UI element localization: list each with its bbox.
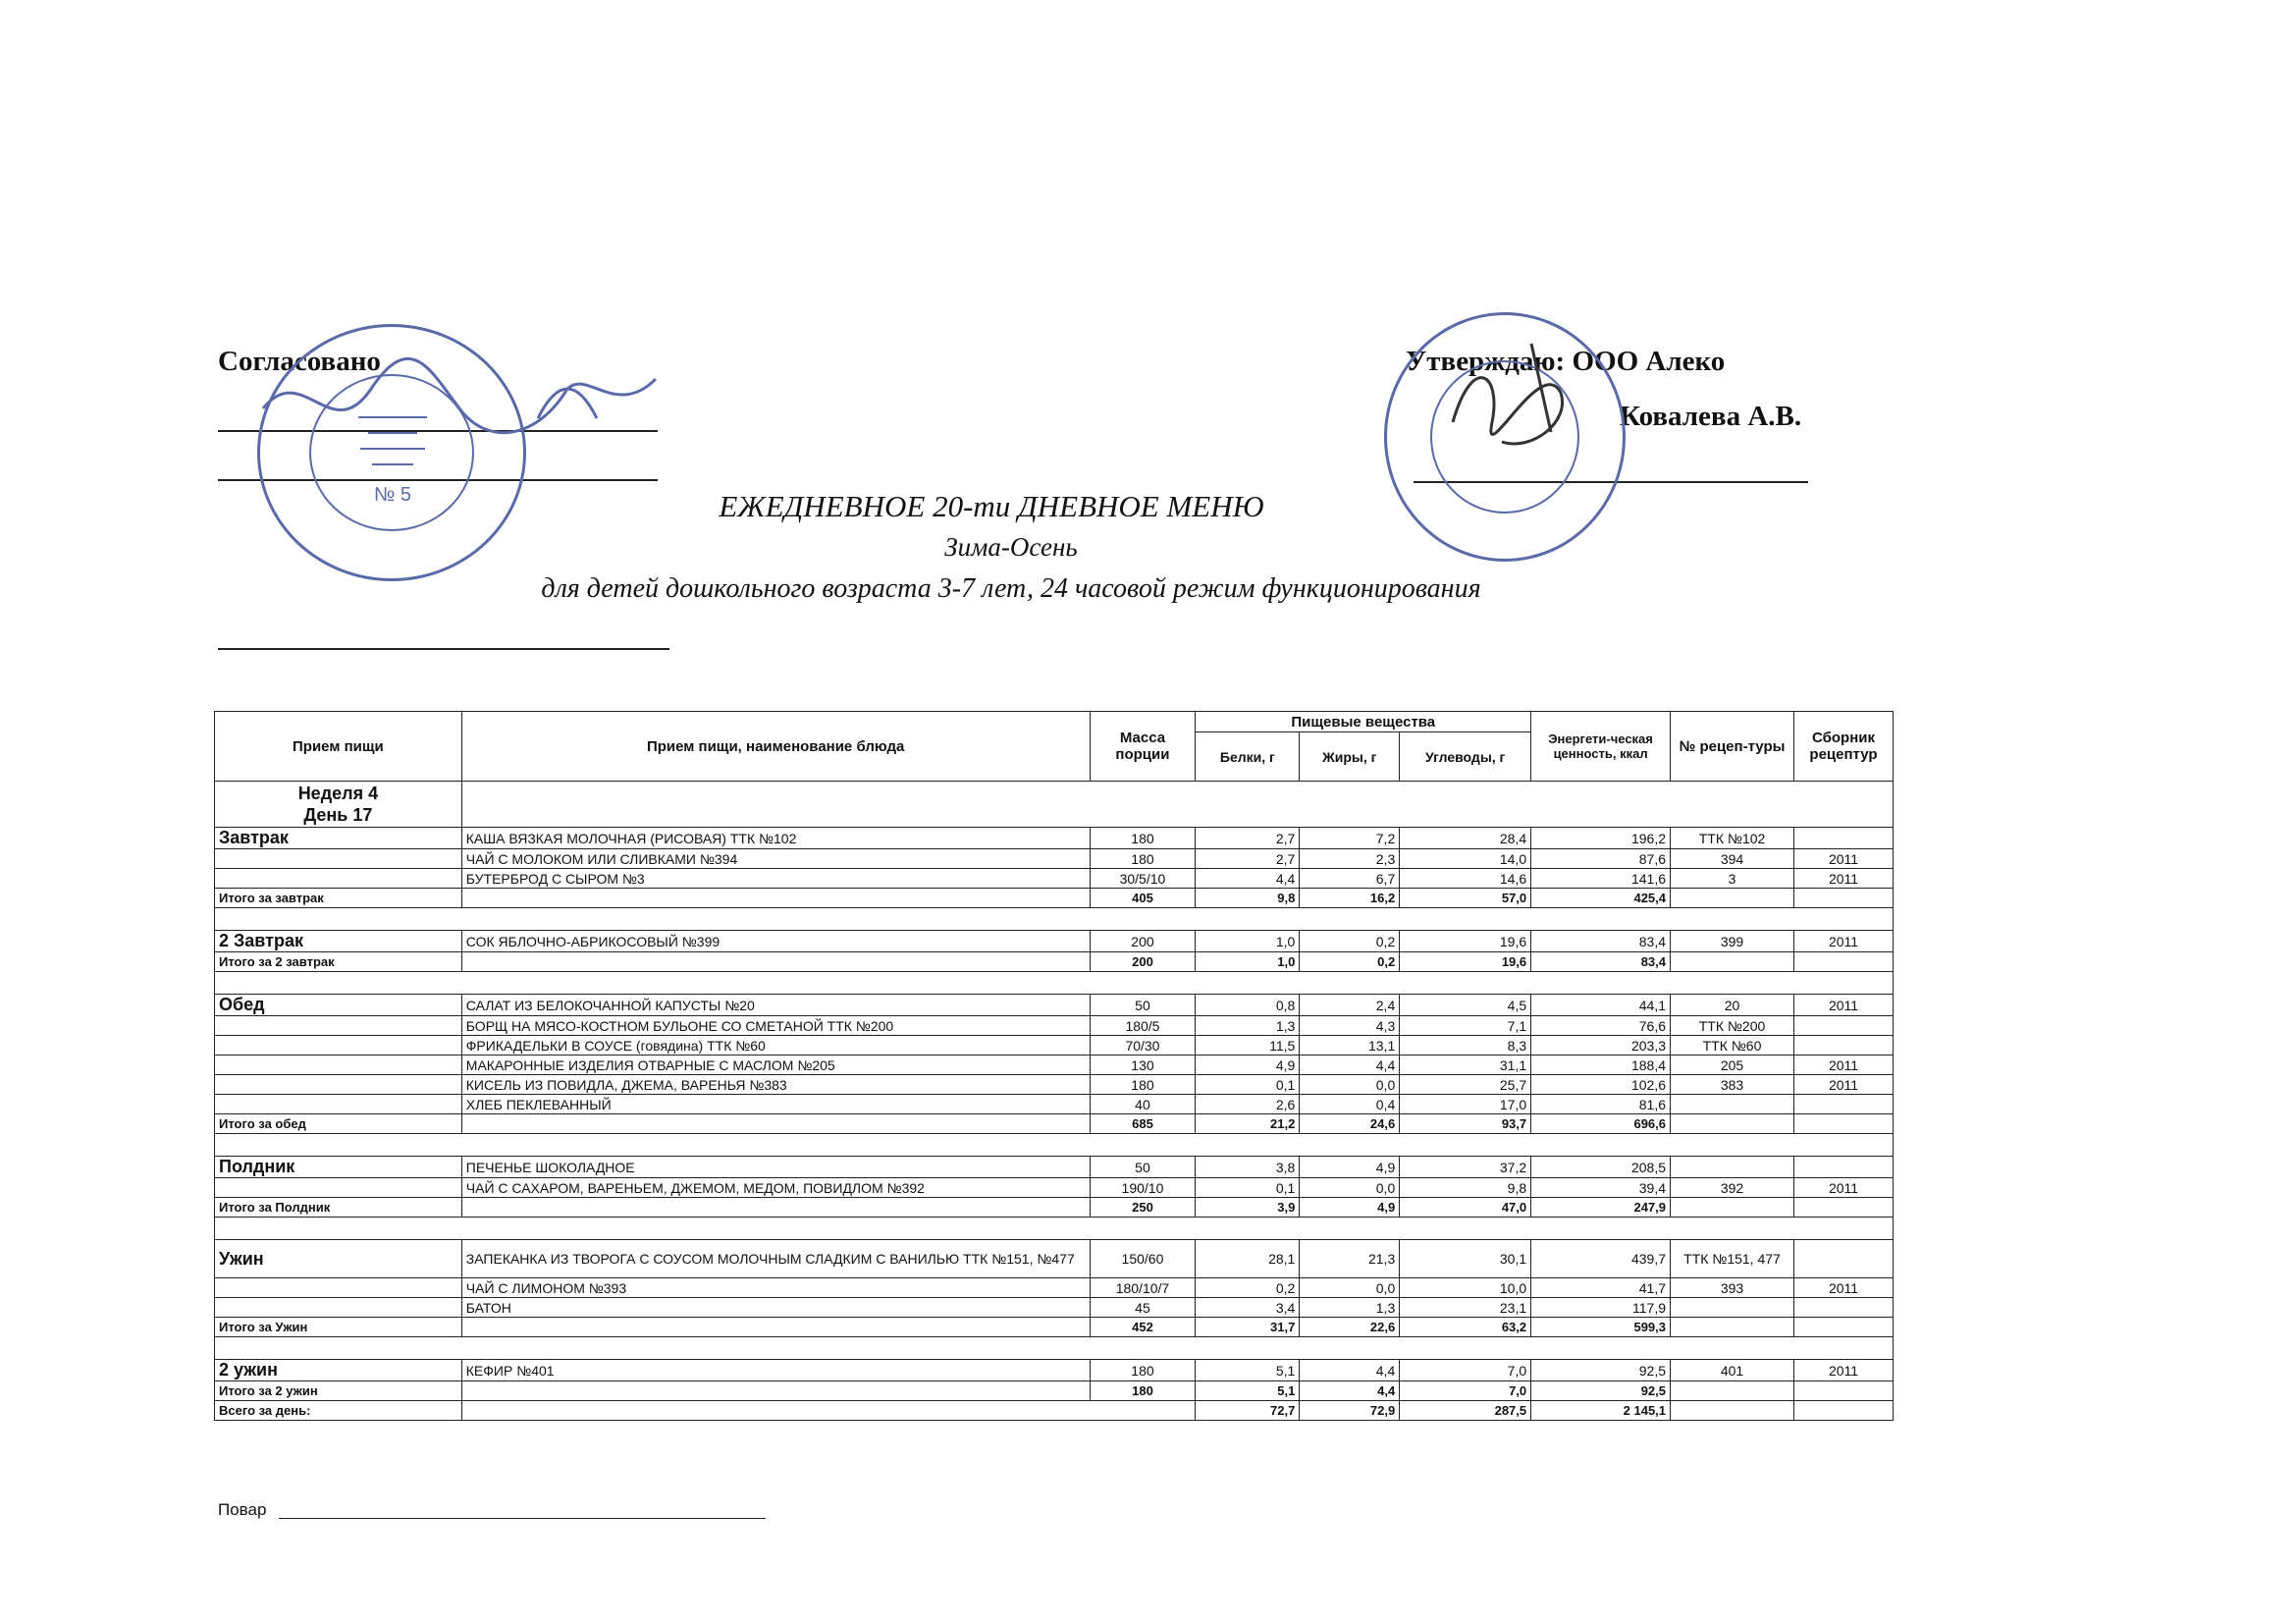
total-row <box>215 889 1894 908</box>
value-cell: 2011 <box>1793 995 1893 1016</box>
meal-cell: 2 ужин <box>215 1360 462 1381</box>
value-cell <box>1793 1157 1893 1178</box>
value-cell: 4,4 <box>1196 869 1300 889</box>
dish-cell: КЕФИР №401 <box>461 1360 1090 1381</box>
total-value: 5,1 <box>1196 1381 1300 1401</box>
meal-cell <box>215 1095 462 1114</box>
value-cell: 81,6 <box>1531 1095 1671 1114</box>
total-value: 0,2 <box>1300 952 1400 972</box>
value-cell: 9,8 <box>1400 1178 1531 1198</box>
value-cell: 394 <box>1671 849 1794 869</box>
dish-cell: ЧАЙ С ЛИМОНОМ №393 <box>461 1278 1090 1298</box>
value-cell: 1,0 <box>1196 931 1300 952</box>
value-cell: 19,6 <box>1400 931 1531 952</box>
total-value: 405 <box>1090 889 1196 908</box>
total-label: Итого за Полдник <box>215 1198 462 1218</box>
value-cell: 50 <box>1090 1157 1196 1178</box>
total-row <box>215 1114 1894 1134</box>
value-cell: 196,2 <box>1531 828 1671 849</box>
spacer-row <box>215 1218 1894 1240</box>
value-cell <box>1671 1298 1794 1318</box>
meal-cell <box>215 1278 462 1298</box>
cook-signature-line <box>279 1518 766 1519</box>
value-cell: 4,9 <box>1300 1157 1400 1178</box>
value-cell: 50 <box>1090 995 1196 1016</box>
meal-cell <box>215 1075 462 1095</box>
value-cell: 439,7 <box>1531 1240 1671 1278</box>
value-cell: 2,4 <box>1300 995 1400 1016</box>
week-day-row <box>215 782 1894 828</box>
total-value: 83,4 <box>1531 952 1671 972</box>
value-cell: 188,4 <box>1531 1056 1671 1075</box>
value-cell: 2011 <box>1793 1360 1893 1381</box>
total-value: 19,6 <box>1400 952 1531 972</box>
total-label: Итого за завтрак <box>215 889 462 908</box>
value-cell: 2,3 <box>1300 849 1400 869</box>
total-label: Итого за 2 ужин <box>215 1381 462 1401</box>
value-cell: 5,1 <box>1196 1360 1300 1381</box>
value-cell: 11,5 <box>1196 1036 1300 1056</box>
value-cell: 2011 <box>1793 849 1893 869</box>
value-cell: 31,1 <box>1400 1056 1531 1075</box>
value-cell: 7,1 <box>1400 1016 1531 1036</box>
meal-cell <box>215 1056 462 1075</box>
total-value: 9,8 <box>1196 889 1300 908</box>
value-cell: 40 <box>1090 1095 1196 1114</box>
stamp-number: № 5 <box>373 484 412 506</box>
value-cell: 8,3 <box>1400 1036 1531 1056</box>
value-cell: 102,6 <box>1531 1075 1671 1095</box>
value-cell: 14,6 <box>1400 869 1531 889</box>
total-value: 7,0 <box>1400 1381 1531 1401</box>
value-cell: 0,8 <box>1196 995 1300 1016</box>
dish-cell: ФРИКАДЕЛЬКИ В СОУСЕ (говядина) ТТК №60 <box>461 1036 1090 1056</box>
header-protein: Белки, г <box>1196 732 1300 782</box>
dish-cell: МАКАРОННЫЕ ИЗДЕЛИЯ ОТВАРНЫЕ С МАСЛОМ №205 <box>461 1056 1090 1075</box>
value-cell: 0,0 <box>1300 1075 1400 1095</box>
total-value: 250 <box>1090 1198 1196 1218</box>
value-cell: 2,7 <box>1196 828 1300 849</box>
value-cell: 14,0 <box>1400 849 1531 869</box>
value-cell: 25,7 <box>1400 1075 1531 1095</box>
total-row <box>215 952 1894 972</box>
table-row <box>215 1075 1894 1095</box>
grand-total-value: 2 145,1 <box>1531 1401 1671 1421</box>
table-row <box>215 931 1894 952</box>
meal-cell <box>215 1178 462 1198</box>
total-value: 4,4 <box>1300 1381 1400 1401</box>
value-cell: 141,6 <box>1531 869 1671 889</box>
value-cell: 203,3 <box>1531 1036 1671 1056</box>
value-cell: 117,9 <box>1531 1298 1671 1318</box>
meal-cell <box>215 1298 462 1318</box>
value-cell: 3,8 <box>1196 1157 1300 1178</box>
value-cell: 0,4 <box>1300 1095 1400 1114</box>
value-cell: ТТК №200 <box>1671 1016 1794 1036</box>
signature-left <box>243 350 675 458</box>
value-cell: 28,4 <box>1400 828 1531 849</box>
total-value: 93,7 <box>1400 1114 1531 1134</box>
value-cell: 76,6 <box>1531 1016 1671 1036</box>
value-cell: 392 <box>1671 1178 1794 1198</box>
value-cell: 45 <box>1090 1298 1196 1318</box>
value-cell: 208,5 <box>1531 1157 1671 1178</box>
value-cell: 23,1 <box>1400 1298 1531 1318</box>
dish-cell: БАТОН <box>461 1298 1090 1318</box>
value-cell: 30,1 <box>1400 1240 1531 1278</box>
total-value: 696,6 <box>1531 1114 1671 1134</box>
total-label: Итого за обед <box>215 1114 462 1134</box>
meal-cell <box>215 849 462 869</box>
value-cell <box>1671 1095 1794 1114</box>
value-cell: 28,1 <box>1196 1240 1300 1278</box>
grand-total-value: 72,7 <box>1196 1401 1300 1421</box>
dish-cell: СОК ЯБЛОЧНО-АБРИКОСОВЫЙ №399 <box>461 931 1090 952</box>
dish-cell: БОРЩ НА МЯСО-КОСТНОМ БУЛЬОНЕ СО СМЕТАНОЙ ТТК №200 <box>461 1016 1090 1036</box>
total-value: 599,3 <box>1531 1318 1671 1337</box>
value-cell: ТТК №151, 477 <box>1671 1240 1794 1278</box>
table-row <box>215 869 1894 889</box>
value-cell: 401 <box>1671 1360 1794 1381</box>
table-row <box>215 1278 1894 1298</box>
table-row <box>215 1360 1894 1381</box>
total-value: 92,5 <box>1531 1381 1671 1401</box>
total-value: 4,9 <box>1300 1198 1400 1218</box>
value-cell: 30/5/10 <box>1090 869 1196 889</box>
cook-label: Повар <box>218 1500 267 1519</box>
grand-total-row <box>215 1401 1894 1421</box>
value-cell <box>1793 1298 1893 1318</box>
total-value: 21,2 <box>1196 1114 1300 1134</box>
meal-cell: Полдник <box>215 1157 462 1178</box>
value-cell: 10,0 <box>1400 1278 1531 1298</box>
header-energy: Энергети-ческая ценность, ккал <box>1531 712 1671 782</box>
value-cell: 190/10 <box>1090 1178 1196 1198</box>
total-label: Итого за 2 завтрак <box>215 952 462 972</box>
spacer-row <box>215 1134 1894 1157</box>
value-cell: 92,5 <box>1531 1360 1671 1381</box>
value-cell <box>1793 1240 1893 1278</box>
value-cell: 7,0 <box>1400 1360 1531 1381</box>
value-cell: 2011 <box>1793 1075 1893 1095</box>
value-cell: 383 <box>1671 1075 1794 1095</box>
value-cell: 13,1 <box>1300 1036 1400 1056</box>
dish-cell: САЛАТ ИЗ БЕЛОКОЧАННОЙ КАПУСТЫ №20 <box>461 995 1090 1016</box>
meal-cell: Ужин <box>215 1240 462 1278</box>
value-cell: 150/60 <box>1090 1240 1196 1278</box>
meal-cell <box>215 869 462 889</box>
value-cell: 0,1 <box>1196 1075 1300 1095</box>
total-value: 180 <box>1090 1381 1196 1401</box>
table-row <box>215 1157 1894 1178</box>
spacer-row <box>215 972 1894 995</box>
value-cell: 39,4 <box>1531 1178 1671 1198</box>
table-row <box>215 1095 1894 1114</box>
menu-table-body <box>215 782 1894 1421</box>
value-cell: 3,4 <box>1196 1298 1300 1318</box>
value-cell: 393 <box>1671 1278 1794 1298</box>
value-cell: 180 <box>1090 849 1196 869</box>
value-cell <box>1793 1036 1893 1056</box>
value-cell: 4,4 <box>1300 1056 1400 1075</box>
total-value: 47,0 <box>1400 1198 1531 1218</box>
value-cell: 17,0 <box>1400 1095 1531 1114</box>
table-row <box>215 995 1894 1016</box>
value-cell: 3 <box>1671 869 1794 889</box>
week-day-cell <box>215 782 462 828</box>
value-cell: 70/30 <box>1090 1036 1196 1056</box>
value-cell: 6,7 <box>1300 869 1400 889</box>
menu-table <box>214 711 1894 1421</box>
approver-name: Ковалева А.В. <box>1620 401 1802 432</box>
value-cell: 83,4 <box>1531 931 1671 952</box>
header-meal: Прием пищи <box>215 712 462 782</box>
value-cell: 2011 <box>1793 1178 1893 1198</box>
value-cell: 2011 <box>1793 931 1893 952</box>
header-carbs: Углеводы, г <box>1400 732 1531 782</box>
total-row <box>215 1318 1894 1337</box>
table-row <box>215 1178 1894 1198</box>
value-cell: 0,0 <box>1300 1178 1400 1198</box>
grand-total-value: 72,9 <box>1300 1401 1400 1421</box>
value-cell: 180/5 <box>1090 1016 1196 1036</box>
value-cell: 180 <box>1090 828 1196 849</box>
total-value: 16,2 <box>1300 889 1400 908</box>
value-cell: 20 <box>1671 995 1794 1016</box>
value-cell <box>1793 1016 1893 1036</box>
table-row <box>215 1056 1894 1075</box>
meal-cell: Обед <box>215 995 462 1016</box>
header-nutrients: Пищевые вещества <box>1196 712 1531 732</box>
table-row <box>215 828 1894 849</box>
value-cell: 1,3 <box>1196 1016 1300 1036</box>
value-cell <box>1793 1095 1893 1114</box>
day-label: День 17 <box>303 805 373 825</box>
value-cell: 2011 <box>1793 1278 1893 1298</box>
header-dish: Прием пищи, наименование блюда <box>461 712 1090 782</box>
total-value: 24,6 <box>1300 1114 1400 1134</box>
dish-cell: ПЕЧЕНЬЕ ШОКОЛАДНОЕ <box>461 1157 1090 1178</box>
table-row <box>215 1036 1894 1056</box>
value-cell: 0,2 <box>1300 931 1400 952</box>
value-cell: 0,1 <box>1196 1178 1300 1198</box>
menu-title: ЕЖЕДНЕВНОЕ 20-ти ДНЕВНОЕ МЕНЮ <box>719 489 1264 523</box>
total-value: 200 <box>1090 952 1196 972</box>
total-value: 22,6 <box>1300 1318 1400 1337</box>
total-row <box>215 1381 1894 1401</box>
value-cell: 1,3 <box>1300 1298 1400 1318</box>
value-cell: 130 <box>1090 1056 1196 1075</box>
value-cell: 4,4 <box>1300 1360 1400 1381</box>
value-cell: 180/10/7 <box>1090 1278 1196 1298</box>
value-cell: 2011 <box>1793 869 1893 889</box>
value-cell: ТТК №60 <box>1671 1036 1794 1056</box>
header-mass: Масса порции <box>1090 712 1196 782</box>
value-cell <box>1671 1157 1794 1178</box>
week-label: Неделя 4 <box>297 784 379 803</box>
total-value: 685 <box>1090 1114 1196 1134</box>
total-value: 57,0 <box>1400 889 1531 908</box>
approved-right-label: Утверждаю: ООО Алеко <box>1406 346 1726 377</box>
total-value: 247,9 <box>1531 1198 1671 1218</box>
dish-cell: ЧАЙ С МОЛОКОМ ИЛИ СЛИВКАМИ №394 <box>461 849 1090 869</box>
grand-total-label: Всего за день: <box>215 1401 462 1421</box>
spacer-row <box>215 1337 1894 1360</box>
table-row <box>215 849 1894 869</box>
dish-cell: КАША ВЯЗКАЯ МОЛОЧНАЯ (РИСОВАЯ) ТТК №102 <box>461 828 1090 849</box>
total-value: 31,7 <box>1196 1318 1300 1337</box>
value-cell: 200 <box>1090 931 1196 952</box>
value-cell: 87,6 <box>1531 849 1671 869</box>
total-label: Итого за Ужин <box>215 1318 462 1337</box>
menu-subtitle: для детей дошкольного возраста 3-7 лет, 24 часовой режим функционирования <box>541 573 1481 604</box>
meal-cell: Завтрак <box>215 828 462 849</box>
total-value: 1,0 <box>1196 952 1300 972</box>
dish-cell: БУТЕРБРОД С СЫРОМ №3 <box>461 869 1090 889</box>
value-cell: 0,2 <box>1196 1278 1300 1298</box>
value-cell: ТТК №102 <box>1671 828 1794 849</box>
total-row <box>215 1198 1894 1218</box>
value-cell: 2,6 <box>1196 1095 1300 1114</box>
spacer-row <box>215 908 1894 931</box>
header-fat: Жиры, г <box>1300 732 1400 782</box>
total-value: 452 <box>1090 1318 1196 1337</box>
value-cell: 4,9 <box>1196 1056 1300 1075</box>
value-cell: 4,5 <box>1400 995 1531 1016</box>
dish-cell: КИСЕЛЬ ИЗ ПОВИДЛА, ДЖЕМА, ВАРЕНЬЯ №383 <box>461 1075 1090 1095</box>
meal-cell: 2 Завтрак <box>215 931 462 952</box>
signature-right <box>1433 334 1590 481</box>
value-cell: 37,2 <box>1400 1157 1531 1178</box>
total-value: 3,9 <box>1196 1198 1300 1218</box>
dish-cell: ХЛЕБ ПЕКЛЕВАННЫЙ <box>461 1095 1090 1114</box>
value-cell: 0,0 <box>1300 1278 1400 1298</box>
value-cell: 399 <box>1671 931 1794 952</box>
total-value: 425,4 <box>1531 889 1671 908</box>
value-cell: 180 <box>1090 1075 1196 1095</box>
dish-cell: ЗАПЕКАНКА ИЗ ТВОРОГА С СОУСОМ МОЛОЧНЫМ СЛАДКИМ С ВАНИЛЬЮ ТТК №151, №477 <box>461 1240 1090 1278</box>
value-cell: 7,2 <box>1300 828 1400 849</box>
table-row <box>215 1016 1894 1036</box>
grand-total-value: 287,5 <box>1400 1401 1531 1421</box>
value-cell: 2011 <box>1793 1056 1893 1075</box>
value-cell: 205 <box>1671 1056 1794 1075</box>
value-cell <box>1793 828 1893 849</box>
approved-left-label: Согласовано <box>218 346 381 377</box>
grand-total-value <box>461 1401 1196 1421</box>
value-cell: 2,7 <box>1196 849 1300 869</box>
signature-line-left-3 <box>218 648 669 650</box>
menu-season: Зима-Осень <box>944 532 1078 562</box>
meal-cell <box>215 1036 462 1056</box>
value-cell: 180 <box>1090 1360 1196 1381</box>
value-cell: 21,3 <box>1300 1240 1400 1278</box>
dish-cell: ЧАЙ С САХАРОМ, ВАРЕНЬЕМ, ДЖЕМОМ, МЕДОМ, ПОВИДЛОМ №392 <box>461 1178 1090 1198</box>
table-row <box>215 1298 1894 1318</box>
value-cell: 4,3 <box>1300 1016 1400 1036</box>
meal-cell <box>215 1016 462 1036</box>
header-recipe: № рецеп-туры <box>1671 712 1794 782</box>
header-collection: Сборник рецептур <box>1793 712 1893 782</box>
value-cell: 44,1 <box>1531 995 1671 1016</box>
total-value: 63,2 <box>1400 1318 1531 1337</box>
table-row <box>215 1240 1894 1278</box>
value-cell: 41,7 <box>1531 1278 1671 1298</box>
